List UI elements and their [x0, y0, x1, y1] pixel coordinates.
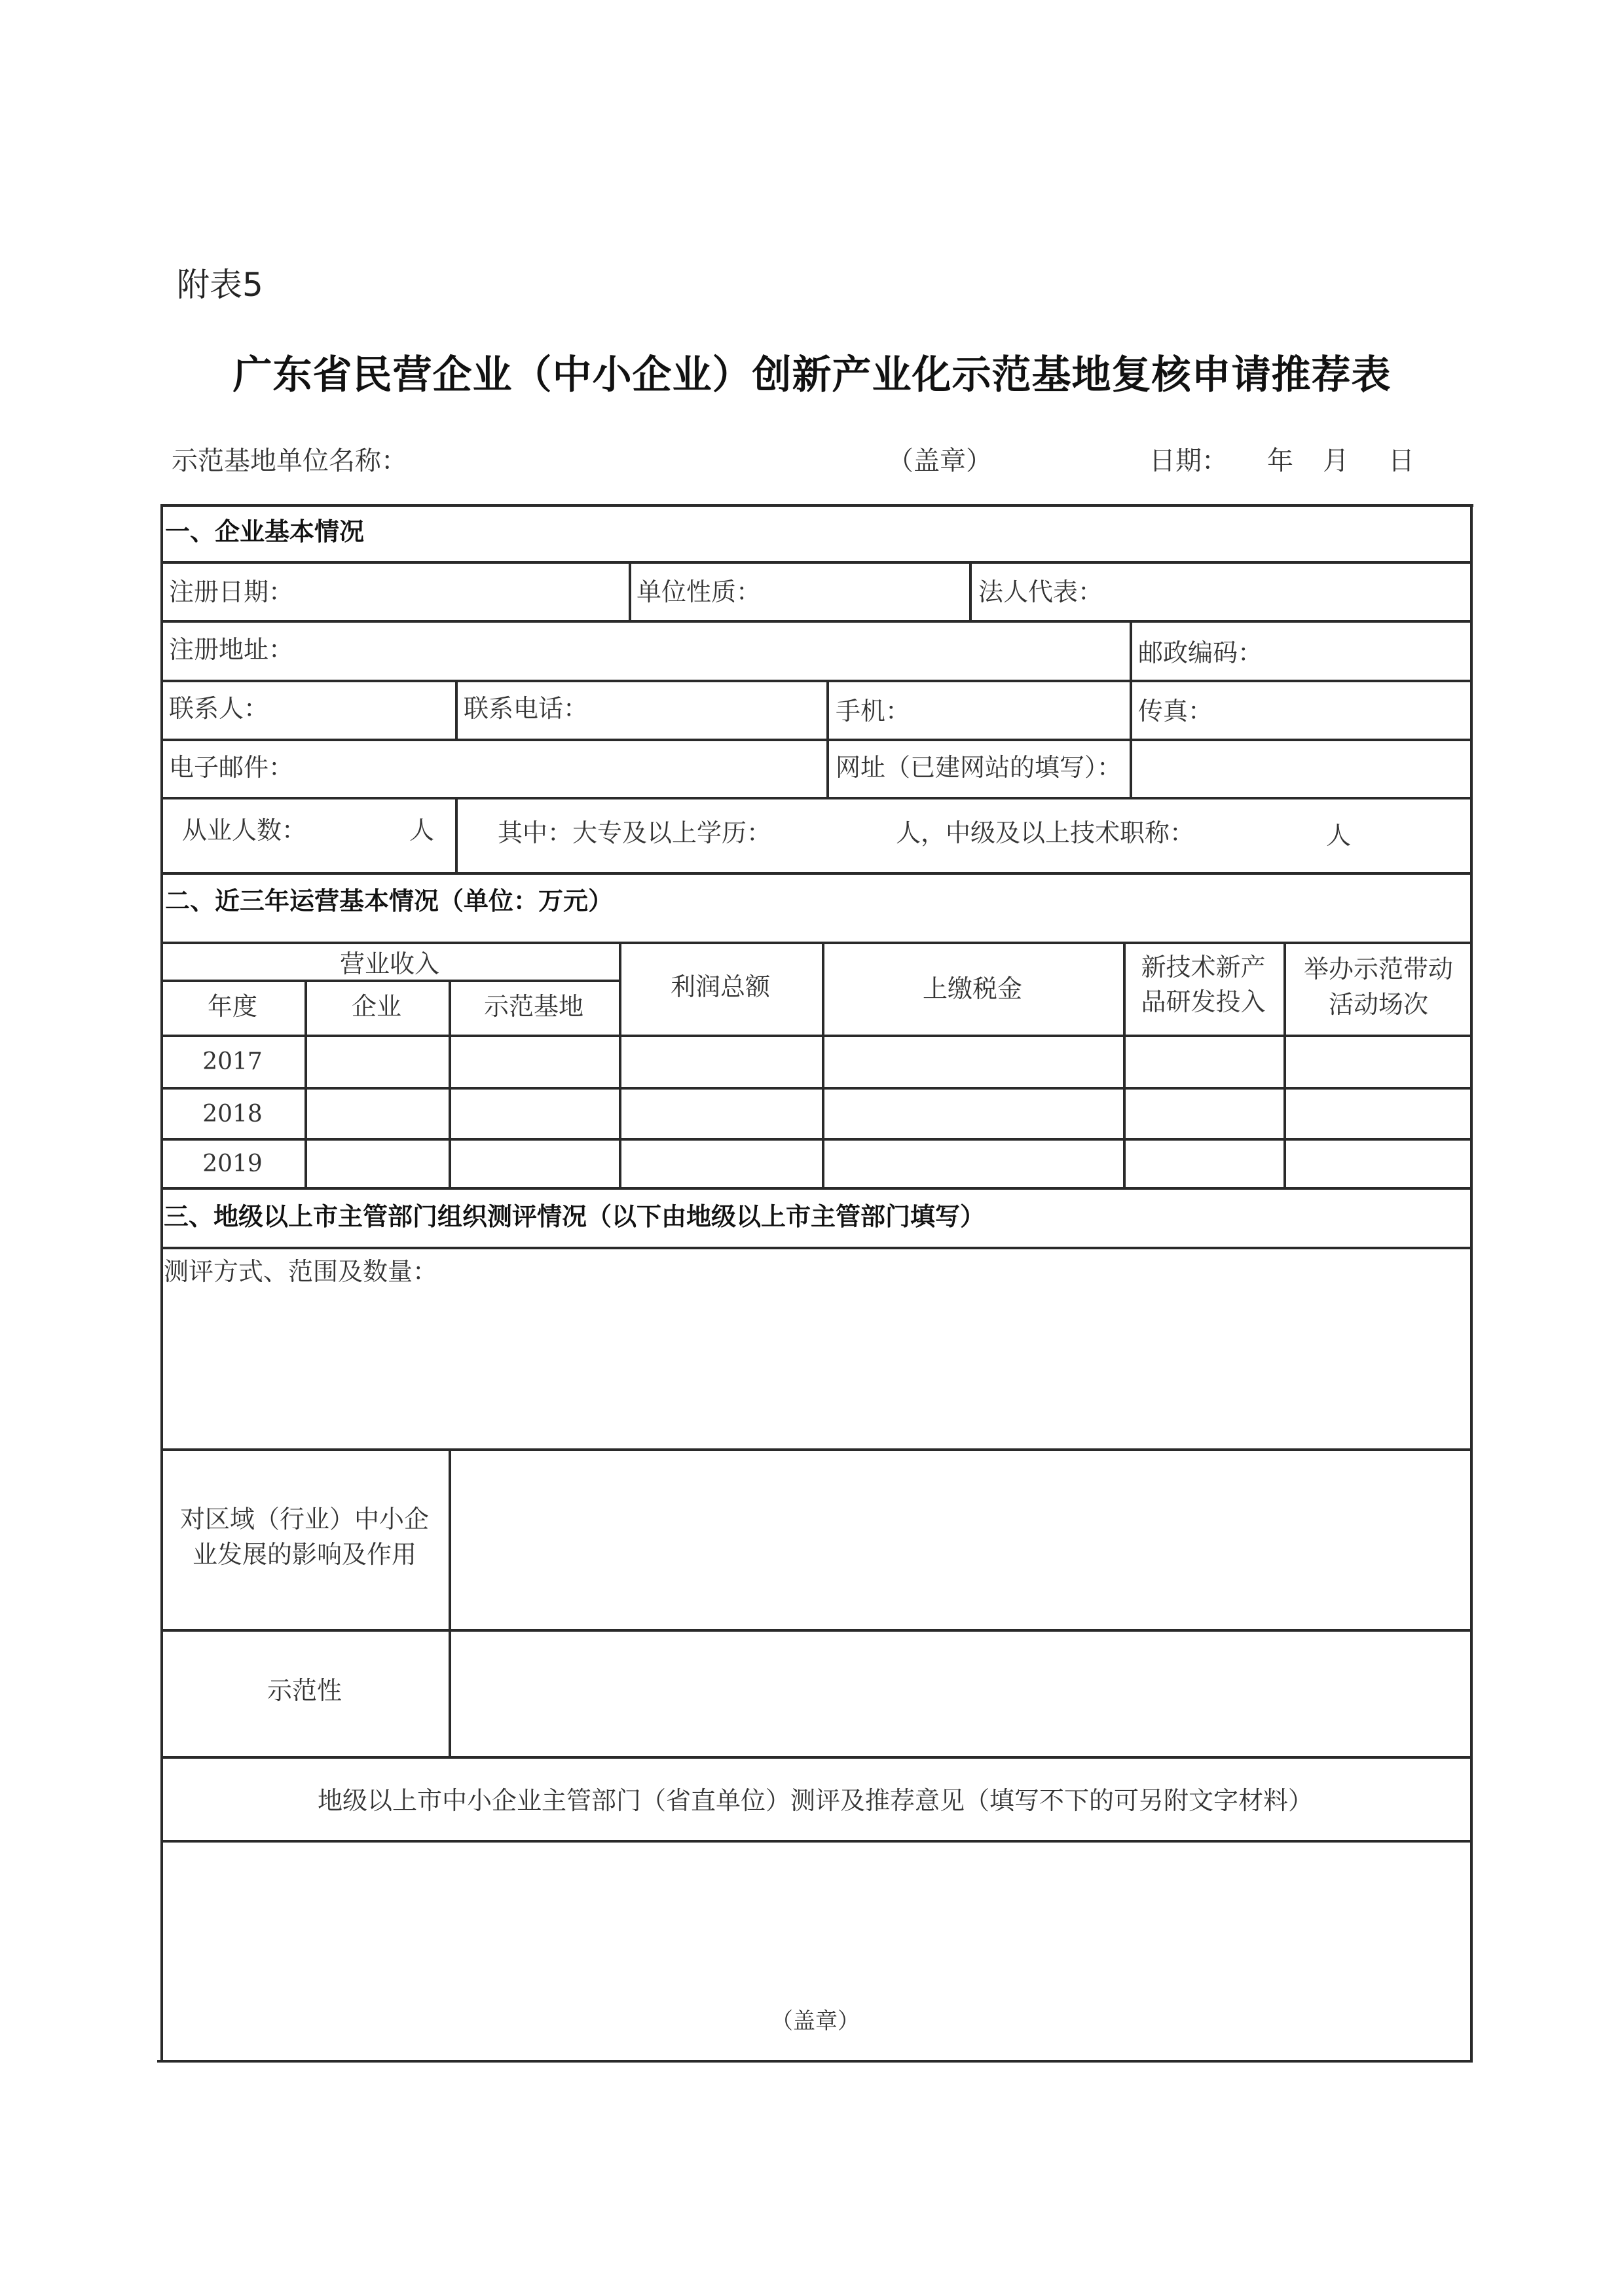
row-line	[160, 1840, 1472, 1843]
date-month: 月	[1323, 446, 1349, 476]
demonstration-label: 示范性	[267, 1676, 342, 1705]
events-header-line2: 活动场次	[1328, 990, 1428, 1019]
unit-name-label: 示范基地单位名称：	[172, 446, 407, 476]
row-line	[160, 1247, 1472, 1249]
base-header: 示范基地	[483, 992, 583, 1021]
col-line	[455, 797, 458, 872]
section2-title: 二、近三年运营基本情况（单位：万元）	[165, 887, 614, 915]
email-label: 电子邮件：	[169, 753, 294, 782]
application-form-table	[157, 504, 1473, 2063]
row-line	[160, 680, 1472, 682]
row-line	[160, 739, 1472, 741]
unit-nature-label: 单位性质：	[637, 578, 762, 606]
row-line	[160, 1448, 1472, 1451]
employees-label: 从业人数：	[182, 816, 307, 845]
col-line	[449, 980, 451, 1187]
row-line	[160, 1138, 1472, 1141]
border-left	[160, 504, 163, 2063]
date-day: 日	[1388, 446, 1414, 476]
row-line	[160, 561, 1472, 564]
row-line	[160, 872, 1472, 875]
section3-title: 三、地级以上市主管部门组织测评情况（以下由地级以上市主管部门填写）	[164, 1202, 986, 1231]
row-line	[160, 797, 1472, 799]
col-line	[969, 561, 972, 620]
phone-label: 联系电话：	[464, 694, 589, 723]
border-bottom	[157, 2060, 1473, 2063]
events-header-line1: 举办示范带动	[1303, 955, 1453, 983]
date-year: 年	[1267, 446, 1293, 476]
recommendation-label: 地级以上市中小企业主管部门（省直单位）测评及推荐意见（填写不下的可另附文字材料）	[317, 1786, 1313, 1815]
fax-label: 传真：	[1138, 697, 1213, 725]
row-line	[160, 942, 1472, 944]
border-right	[1470, 504, 1473, 2063]
year-2017: 2017	[202, 1048, 263, 1075]
rd-header-line2: 品研发投入	[1141, 987, 1266, 1016]
contact-label: 联系人：	[169, 694, 269, 723]
year-2018: 2018	[202, 1101, 263, 1128]
postcode-label: 邮政编码：	[1138, 638, 1263, 667]
col-line	[1283, 942, 1286, 1187]
date-label: 日期：	[1149, 446, 1228, 476]
seal-label-bottom: （盖章）	[771, 2008, 860, 2034]
tech-title-unit: 人	[1326, 821, 1352, 850]
col-line	[629, 561, 631, 620]
row-line	[160, 1756, 1472, 1759]
college-edu-label: 其中：大专及以上学历：	[498, 818, 772, 847]
row-line	[160, 620, 1472, 623]
col-line	[822, 942, 824, 1187]
row-line	[160, 1087, 1472, 1090]
row-line	[160, 1035, 1472, 1037]
revenue-header: 营业收入	[339, 949, 439, 978]
row-line	[160, 1629, 1472, 1632]
impact-label-line2: 业发展的影响及作用	[192, 1540, 416, 1569]
rd-header-line1: 新技术新产	[1141, 953, 1266, 982]
attachment-label: 附表5	[177, 266, 263, 304]
reg-date-label: 注册日期：	[169, 578, 294, 606]
reg-address-label: 注册地址：	[169, 635, 294, 664]
evaluation-method-label: 测评方式、范围及数量：	[164, 1257, 438, 1286]
row-line	[160, 1187, 1472, 1190]
col-line	[455, 680, 458, 739]
legal-rep-label: 法人代表：	[978, 578, 1103, 606]
employees-unit: 人	[409, 816, 435, 845]
row-line	[160, 980, 619, 982]
enterprise-header: 企业	[351, 992, 401, 1021]
year-2019: 2019	[202, 1150, 263, 1177]
col-line	[619, 942, 621, 1187]
profit-header: 利润总额	[670, 972, 770, 1001]
border-top	[160, 504, 1473, 507]
mobile-label: 手机：	[836, 697, 911, 725]
tech-title-label: 人，中级及以上技术职称：	[896, 818, 1195, 847]
col-line	[449, 1448, 451, 1756]
form-title: 广东省民营企业（中小企业）创新产业化示范基地复核申请推荐表	[232, 352, 1392, 398]
col-line	[304, 980, 307, 1187]
seal-label-top: （盖章）	[887, 446, 992, 476]
col-line	[1123, 942, 1126, 1187]
year-header: 年度	[207, 992, 257, 1021]
website-label: 网址（已建网站的填写）：	[836, 753, 1122, 782]
col-line	[1130, 620, 1132, 797]
tax-header: 上缴税金	[922, 974, 1022, 1003]
impact-label-line1: 对区域（行业）中小企	[179, 1505, 429, 1533]
section1-title: 一、企业基本情况	[165, 517, 365, 546]
